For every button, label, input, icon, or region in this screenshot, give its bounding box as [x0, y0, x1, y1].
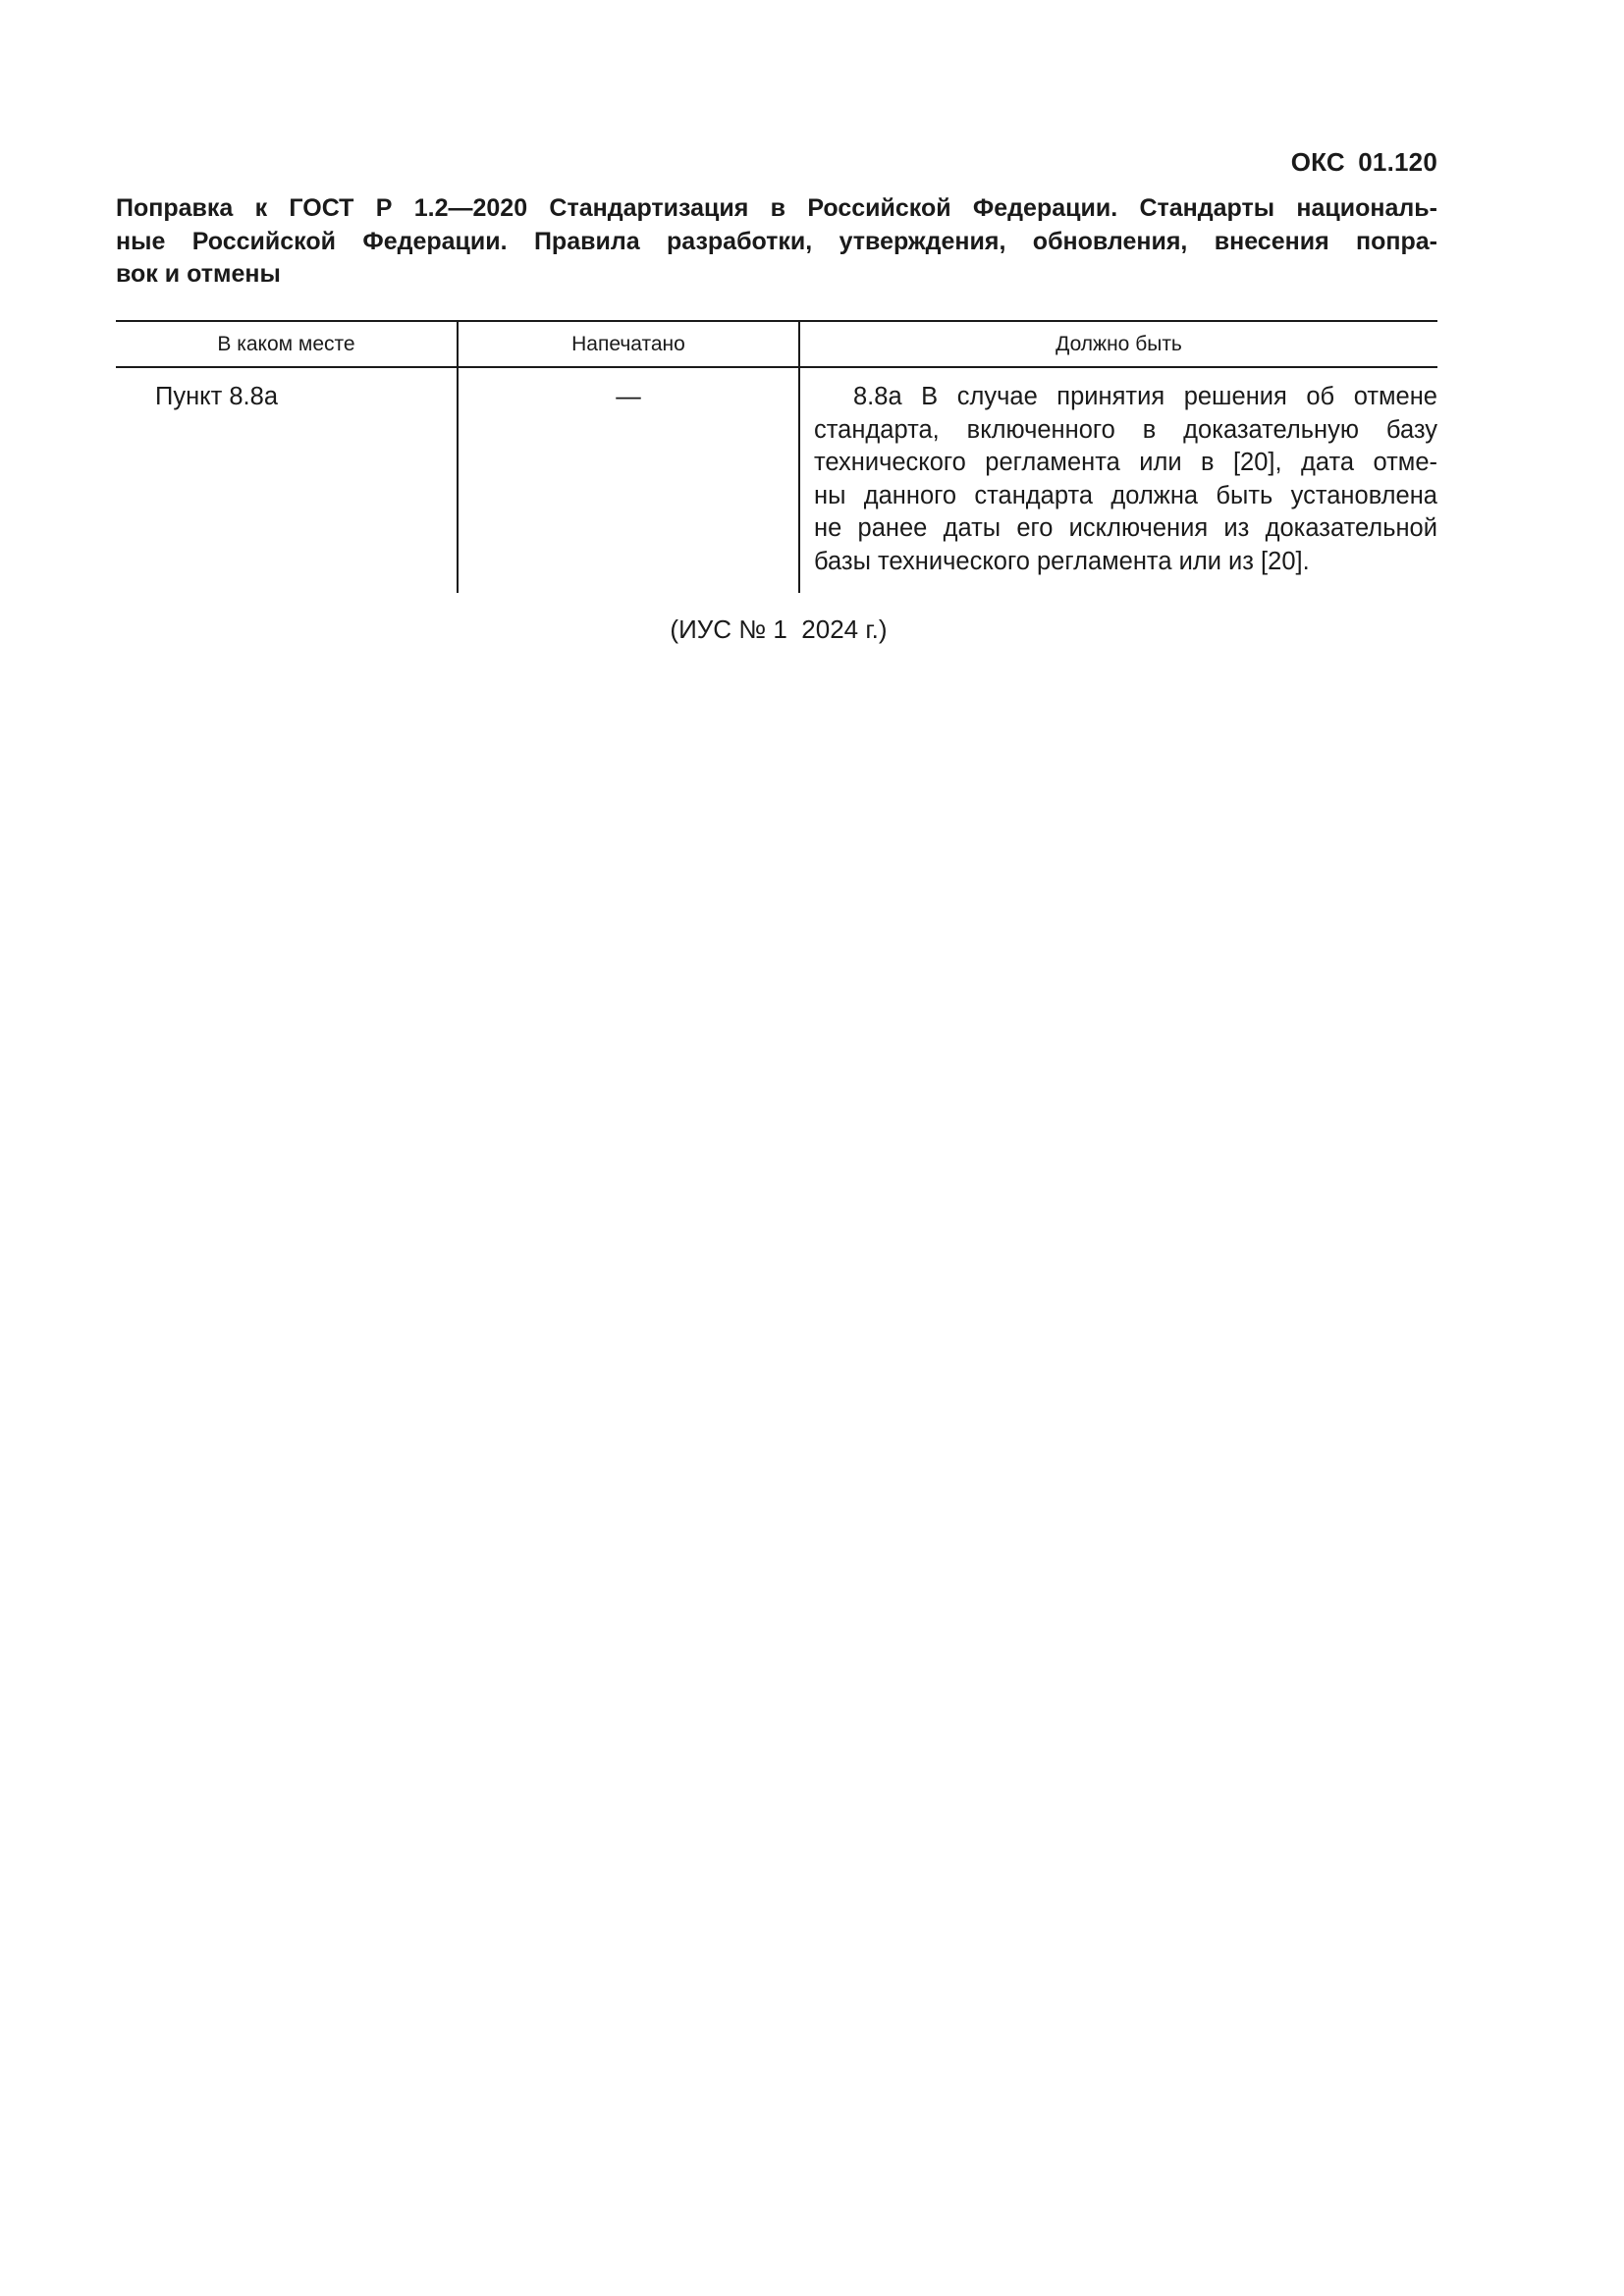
column-header-should-be: Должно быть — [799, 321, 1437, 367]
classification-code: ОКС 01.120 — [1290, 147, 1437, 177]
amendment-table — [116, 320, 1437, 593]
corrected-text-line: базы технического регламента или из [20]. — [814, 547, 1310, 575]
cell-should-be — [799, 367, 1437, 593]
corrected-text-line: 8.8а В случае принятия решения об отмене — [853, 383, 1437, 410]
corrected-text-line: стандарта, включенного в доказательную базу — [814, 415, 1437, 444]
title-line: Поправка к ГОСТ Р 1.2—2020 Стандартизация в Российской Федерации. Стандарты националь- — [116, 194, 1437, 222]
column-header-printed: Напечатано — [458, 321, 799, 367]
title-line: вок и отмены — [116, 260, 281, 288]
column-header-place: В каком месте — [116, 321, 458, 367]
table-row — [116, 367, 1437, 593]
table-header-row — [116, 321, 1437, 367]
corrected-text — [814, 381, 1437, 578]
corrected-text-line: не ранее даты его исключения из доказательной — [814, 514, 1437, 542]
document-title — [116, 192, 1437, 292]
cell-place: Пункт 8.8а — [155, 383, 278, 410]
cell-printed: — — [458, 367, 799, 593]
corrected-text-line: технического регламента или в [20], дата отме- — [814, 449, 1437, 476]
publication-reference: (ИУС № 1 2024 г.) — [670, 614, 888, 644]
corrected-text-line: ны данного стандарта должна быть установлена — [814, 481, 1437, 509]
title-line: ные Российской Федерации. Правила разработки, утверждения, обновления, внесения попра- — [116, 227, 1437, 255]
